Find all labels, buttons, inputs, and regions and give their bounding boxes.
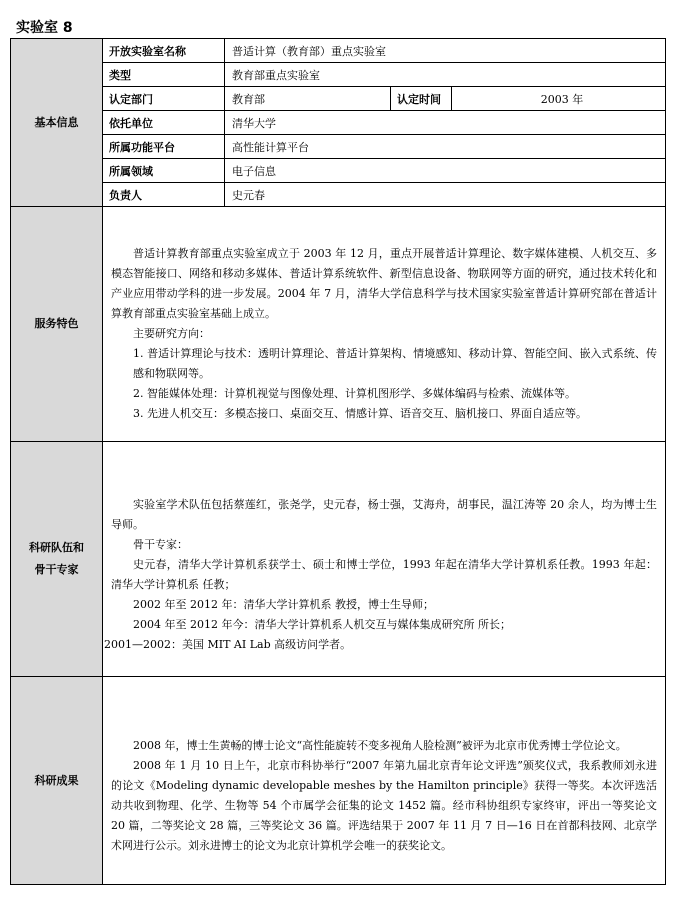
team-line3: 2002 年至 2012 年：清华大学计算机系 教授，博士生导师； [133, 598, 434, 611]
label-leader: 负责人 [103, 183, 225, 207]
section-basic-info: 基本信息 [11, 39, 103, 207]
row-type [11, 63, 666, 87]
results-para2: 2008 年 1 月 10 日上午，北京市科协举行“2007 年第九届北京青年论文评选”颁奖仪式，我系教师刘永进的论文《Modeling dynamic developable meshes by the Hamilton principle》获得一等奖。本次评选活动共收到物理、化学、生物等 54 个市属学会征集的论文 1452 篇。经市科协组织专家终审，评出一等奖论文 20 篇，二等奖论文 28 篇，三等奖论文 36 篇。评选结果于 2007 年 11 月 7 日—16 日在首都科技网、北京学术网进行公示。刘永进博士的论文为北京计算机学会唯一的获奖论文。 [111, 758, 657, 852]
value-platform: 高性能计算平台 [225, 135, 666, 159]
label-host: 依托单位 [103, 111, 225, 135]
team-line5: 2001—2002：美国 MIT AI Lab 高级访问学者。 [104, 638, 352, 651]
row-platform [11, 135, 666, 159]
team-para1: 实验室学术队伍包括蔡莲红，张尧学，史元春，杨士强，艾海舟，胡事民，温江涛等 20 余人，均为博士生导师。 [111, 498, 657, 531]
row-department [11, 87, 666, 111]
row-results [11, 677, 666, 885]
label-department: 认定部门 [103, 87, 225, 111]
row-host [11, 111, 666, 135]
label-approval-date: 认定时间 [391, 87, 452, 111]
section-team-line1: 科研队伍和 [29, 541, 84, 554]
service-direction-1: 1. 普适计算理论与技术：透明计算理论、普适计算架构、情境感知、移动计算、智能空间、嵌入式系统、传感和物联网等。 [133, 347, 657, 380]
section-team [11, 442, 103, 677]
value-host: 清华大学 [225, 111, 666, 135]
value-type: 教育部重点实验室 [225, 63, 666, 87]
lab-info-table [10, 38, 666, 885]
results-para1: 2008 年，博士生黄畅的博士论文“高性能旋转不变多视角人脸检测”被评为北京市优秀博士学位论文。 [133, 738, 627, 752]
row-service [11, 207, 666, 442]
team-para2: 史元春，清华大学计算机系获学士、硕士和博士学位，1993 年起在清华大学计算机系任教。1993 年起：清华大学计算机系 任教； [111, 558, 657, 591]
label-type: 类型 [103, 63, 225, 87]
section-results: 科研成果 [11, 677, 103, 885]
section-service: 服务特色 [11, 207, 103, 442]
value-department: 教育部 [225, 87, 391, 111]
value-lab-name: 普适计算（教育部）重点实验室 [225, 39, 666, 63]
row-leader [11, 183, 666, 207]
label-platform: 所属功能平台 [103, 135, 225, 159]
team-content [103, 442, 666, 677]
value-leader: 史元春 [225, 183, 666, 207]
value-approval-date: 2003 年 [452, 87, 666, 111]
team-experts-title: 骨干专家： [133, 538, 188, 551]
service-intro: 普适计算教育部重点实验室成立于 2003 年 12 月，重点开展普适计算理论、数字媒体建模、人机交互、多模态智能接口、网络和移动多媒体、普适计算系统软件、新型信息设备、物联网等方面的研究，通过技术转化和产业应用带动学科的进一步发展。2004 年 7 月，清华大学信息科学与技术国家实验室普适计算研究部在普适计算教育部重点实验室基础上成立。 [111, 247, 657, 320]
service-direction-2: 2. 智能媒体处理：计算机视觉与图像处理、计算机图形学、多媒体编码与检索、流媒体等。 [133, 387, 576, 400]
service-direction-3: 3. 先进人机交互：多模态接口、桌面交互、情感计算、语音交互、脑机接口、界面自适应等。 [133, 407, 587, 420]
results-content [103, 677, 666, 885]
page-title: 实验室 8 [16, 20, 73, 36]
service-content [103, 207, 666, 442]
service-directions-title: 主要研究方向： [133, 327, 210, 340]
label-field: 所属领域 [103, 159, 225, 183]
row-team [11, 442, 666, 677]
row-field [11, 159, 666, 183]
row-lab-name [11, 39, 666, 63]
team-line4: 2004 年至 2012 年今：清华大学计算机系人机交互与媒体集成研究所 所长； [133, 618, 511, 631]
label-lab-name: 开放实验室名称 [103, 39, 225, 63]
section-team-line2: 骨干专家 [34, 563, 79, 576]
value-field: 电子信息 [225, 159, 666, 183]
